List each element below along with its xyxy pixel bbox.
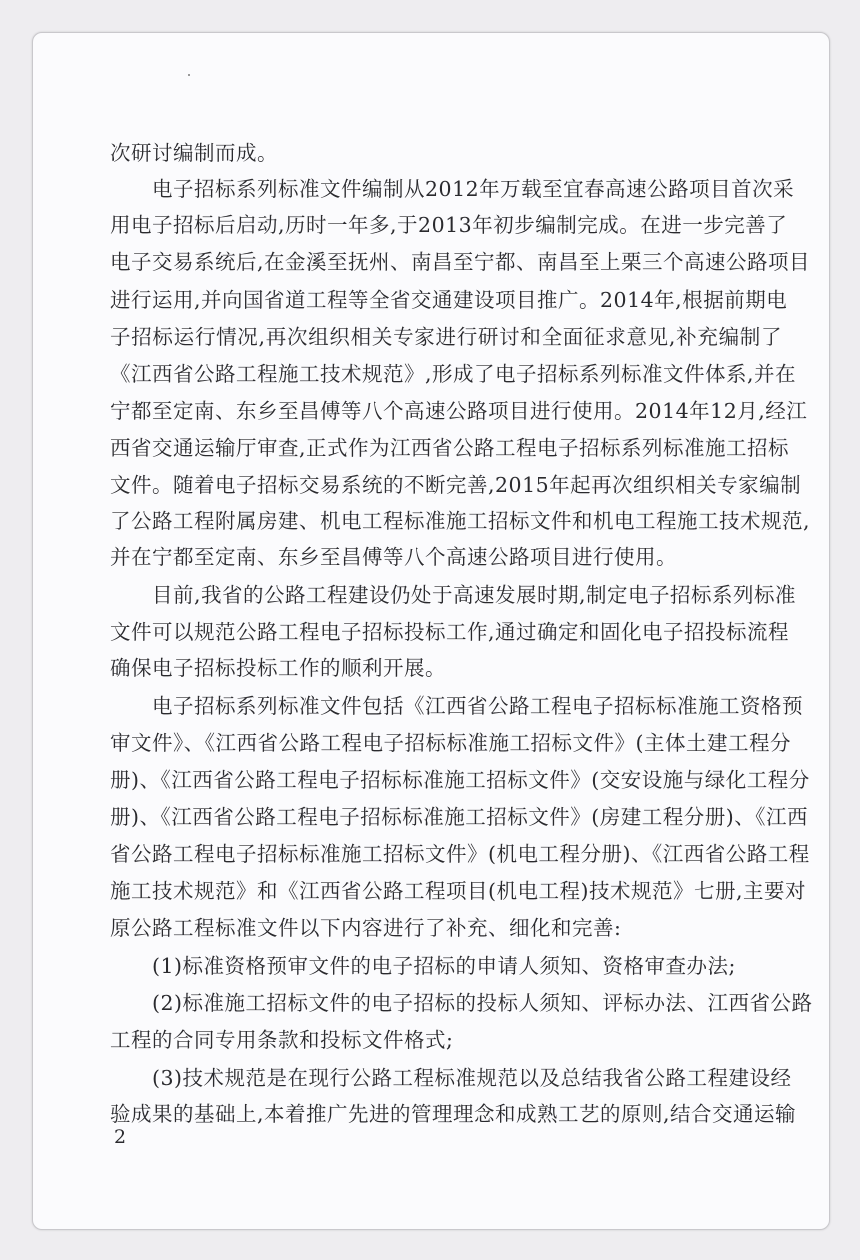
text-line: (1)标准资格预审文件的电子招标的申请人须知、资格审查办法; [152, 954, 736, 978]
text-line: 文件。随着电子招标交易系统的不断完善,2015年起再次组织相关专家编制 [110, 473, 802, 497]
text-line: 工程的合同专用条款和投标文件格式; [110, 1028, 454, 1052]
text-line: 册)、《江西省公路工程电子招标标准施工招标文件》(房建工程分册)、《江西 [110, 805, 808, 829]
text-line: 《江西省公路工程施工技术规范》,形成了电子招标系列标准文件体系,并在 [110, 362, 797, 386]
text-line: 文件可以规范公路工程电子招标投标工作,通过确定和固化电子招投标流程 [110, 620, 790, 644]
page-number: 2 [114, 1126, 127, 1148]
text-line: 子招标运行情况,再次组织相关专家进行研讨和全面征求意见,补充编制了 [110, 325, 782, 349]
text-line: 原公路工程标准文件以下内容进行了补充、细化和完善: [110, 916, 622, 940]
text-line: 进行运用,并向国省道工程等全省交通建设项目推广。2014年,根据前期电 [110, 288, 788, 312]
text-line: (3)技术规范是在现行公路工程标准规范以及总结我省公路工程建设经 [152, 1066, 792, 1090]
text-line: (2)标准施工招标文件的电子招标的投标人须知、评标办法、江西省公路 [152, 991, 813, 1015]
text-line: 确保电子招标投标工作的顺利开展。 [110, 656, 446, 680]
text-line: 电子招标系列标准文件编制从2012年万载至宜春高速公路项目首次采 [152, 177, 795, 201]
scan-speck [188, 74, 190, 76]
text-line: 西省交通运输厅审查,正式作为江西省公路工程电子招标系列标准施工招标 [110, 436, 790, 460]
text-line: 目前,我省的公路工程建设仍处于高速发展时期,制定电子招标系列标准 [152, 583, 797, 607]
text-line: 施工技术规范》和《江西省公路工程项目(机电工程)技术规范》七册,主要对 [110, 879, 807, 903]
text-line: 用电子招标后启动,历时一年多,于2013年初步编制完成。在进一步完善了 [110, 213, 788, 237]
text-line: 次研讨编制而成。 [110, 141, 278, 165]
text-line: 并在宁都至定南、东乡至昌傅等八个高速公路项目进行使用。 [110, 545, 677, 569]
text-line: 了公路工程附属房建、机电工程标准施工招标文件和机电工程施工技术规范, [110, 509, 811, 533]
text-line: 审文件》、《江西省公路工程电子招标标准施工招标文件》(主体土建工程分 [110, 731, 791, 755]
text-line: 电子交易系统后,在金溪至抚州、南昌至宁都、南昌至上栗三个高速公路项目 [110, 250, 811, 274]
text-line: 电子招标系列标准文件包括《江西省公路工程电子招标标准施工资格预 [152, 694, 803, 718]
text-line: 册)、《江西省公路工程电子招标标准施工招标文件》(交安设施与绿化工程分 [110, 768, 810, 792]
text-line: 省公路工程电子招标标准施工招标文件》(机电工程分册)、《江西省公路工程 [110, 842, 810, 866]
text-line: 验成果的基础上,本着推广先进的管理理念和成熟工艺的原则,结合交通运输 [110, 1102, 797, 1126]
text-line: 宁都至定南、东乡至昌傅等八个高速公路项目进行使用。2014年12月,经江 [110, 399, 808, 423]
